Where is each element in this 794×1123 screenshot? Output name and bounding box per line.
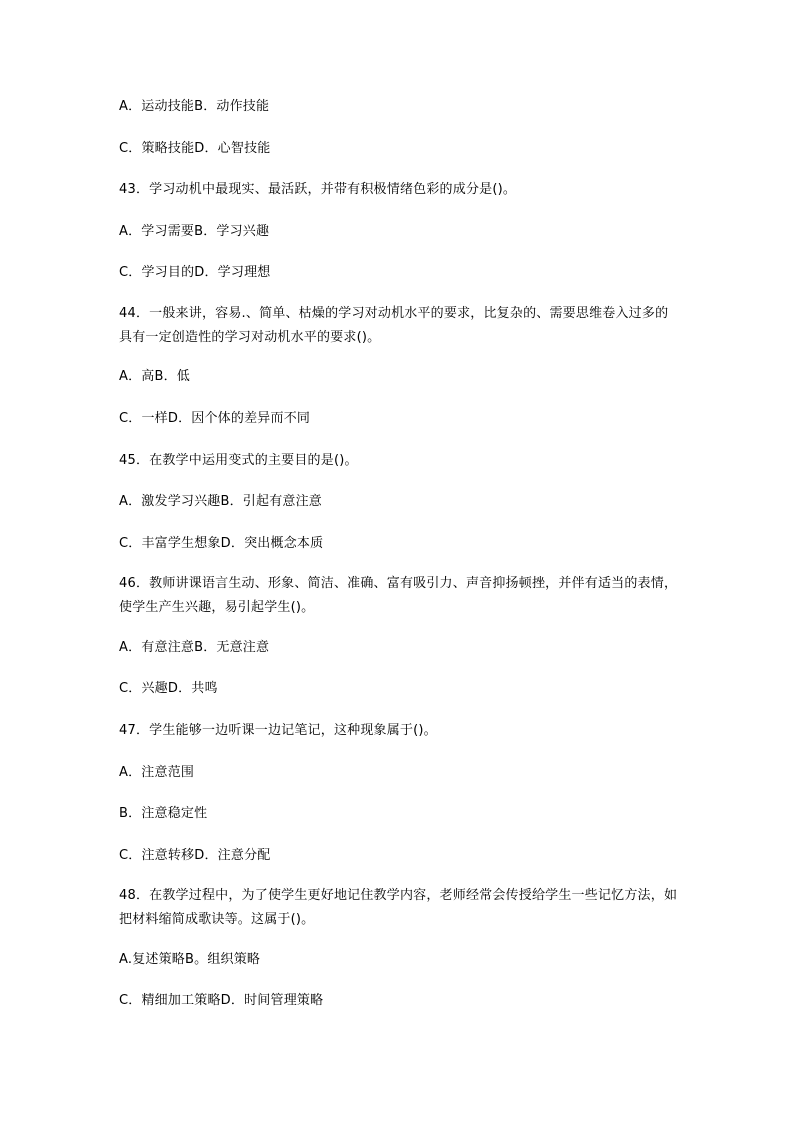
option-line-42-ab: A．运动技能B．动作技能: [119, 99, 270, 114]
option-47-a: A．注意范围: [119, 765, 195, 780]
option-line-47-cd: C．注意转移D．注意分配: [119, 848, 271, 863]
option-line-45-cd: C．丰富学生想象D．突出概念本质: [119, 536, 324, 551]
question-44: 44．一般来讲，容易.、简单、枯燥的学习对动机水平的要求，比复杂的、需要思维卷入过多的具有一定创造性的学习对动机水平的要求()。: [119, 306, 669, 345]
option-line-44-ab: A．高B．低: [119, 369, 191, 384]
question-43: 43．学习动机中最现实、最活跃，并带有积极情绪色彩的成分是()。: [119, 182, 517, 197]
option-line-45-ab: A．激发学习兴趣B．引起有意注意: [119, 494, 323, 509]
option-line-42-cd: C．策略技能D．心智技能: [119, 141, 271, 156]
option-line-43-cd: C．学习目的D．学习理想: [119, 265, 271, 280]
question-48: 48．在教学过程中，为了使学生更好地记住教学内容，老师经常会传授给学生一些记忆方法，如把材料缩简成歌诀等。这属于()。: [119, 888, 678, 927]
option-line-48-ab: A.复述策略B。组织策略: [119, 952, 261, 967]
option-line-46-cd: C．兴趣D．共鸣: [119, 681, 218, 696]
option-line-46-ab: A．有意注意B．无意注意: [119, 640, 270, 655]
question-45: 45．在教学中运用变式的主要目的是()。: [119, 453, 358, 468]
question-47: 47．学生能够一边听课一边记笔记，这种现象属于()。: [119, 723, 437, 738]
option-line-43-ab: A．学习需要B．学习兴趣: [119, 224, 270, 239]
option-line-48-cd: C．精细加工策略D．时间管理策略: [119, 993, 324, 1008]
option-47-b: B．注意稳定性: [119, 806, 208, 821]
option-line-44-cd: C．一样D．因个体的差异而不同: [119, 411, 311, 426]
question-46: 46．教师讲课语言生动、形象、简洁、准确、富有吸引力、声音抑扬顿挫，并伴有适当的表情，使学生产生兴趣，易引起学生()。: [119, 576, 678, 615]
